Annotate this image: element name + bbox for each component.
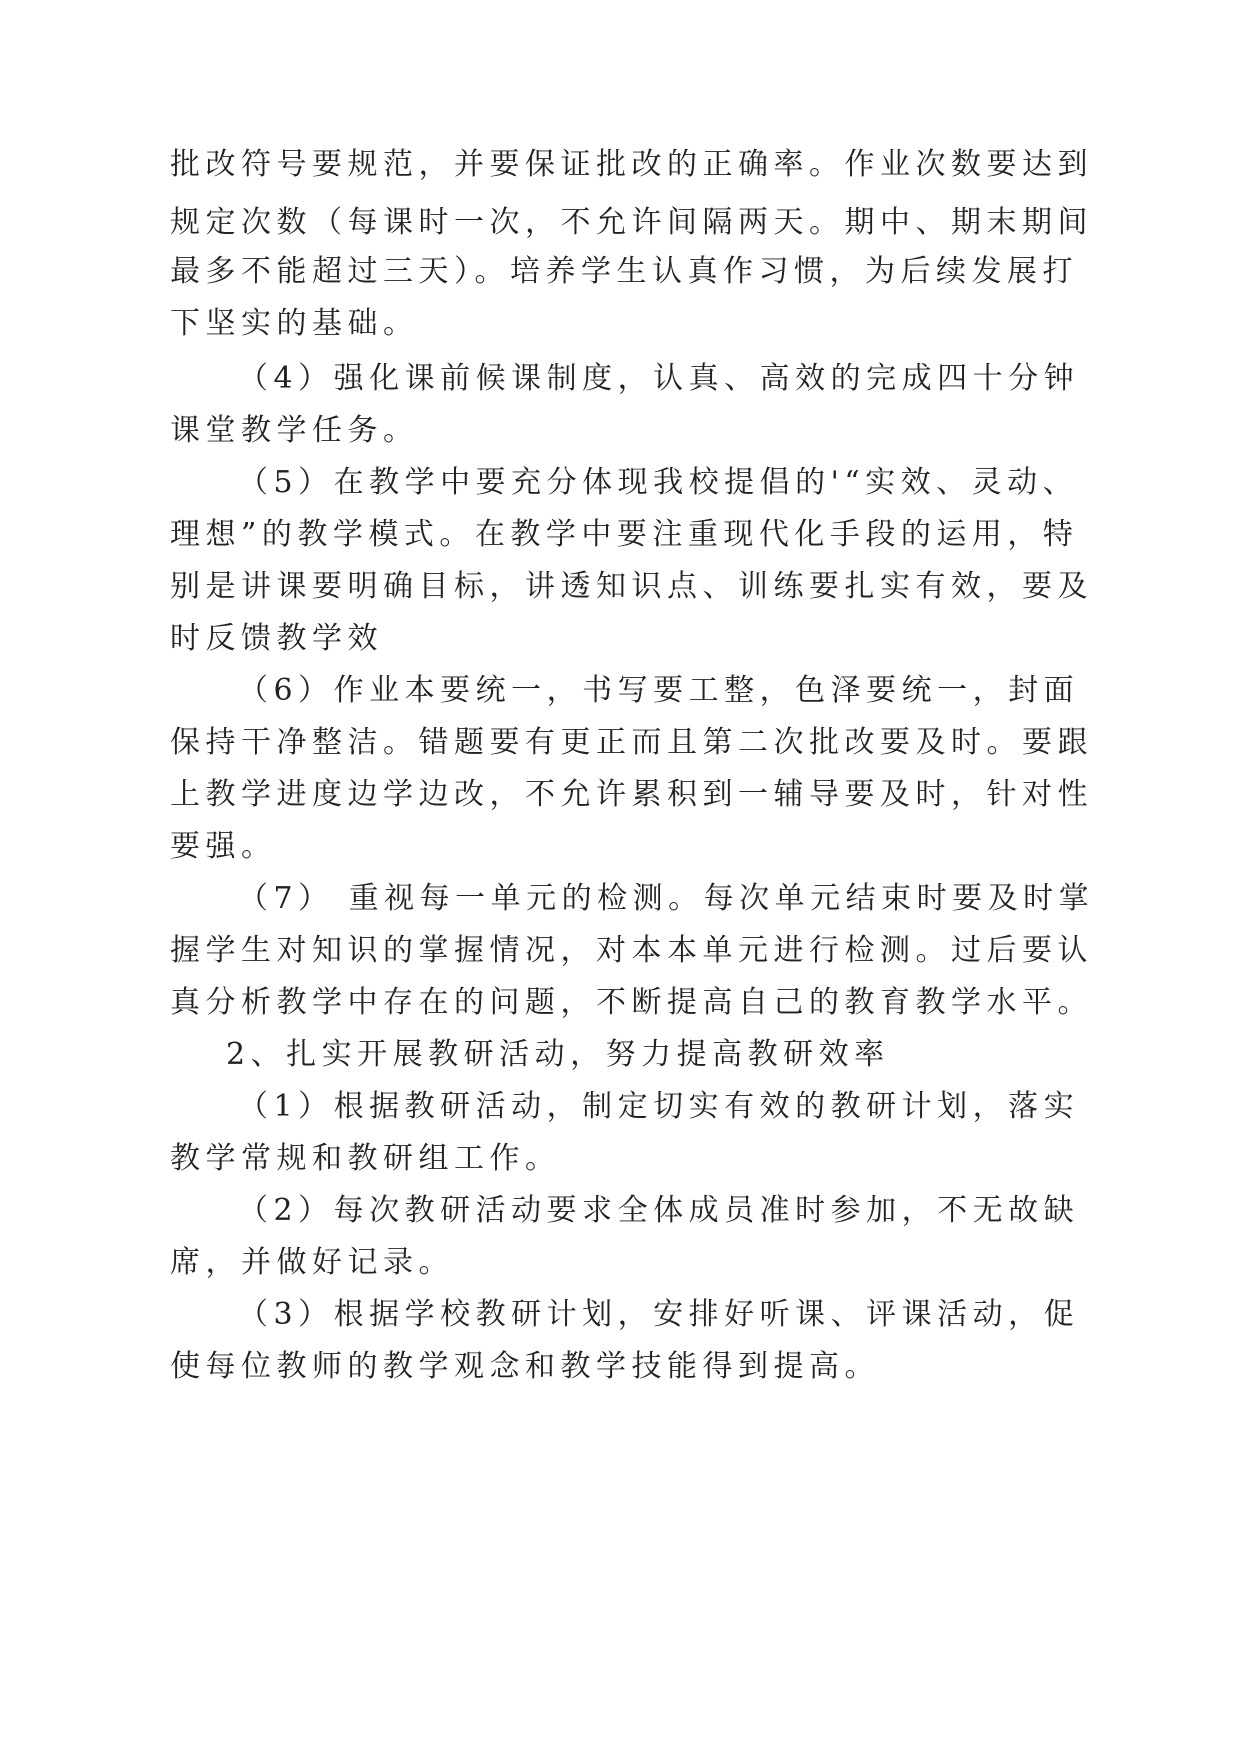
text-line: （1）根据教研活动，制定切实有效的教研计划，落实 (238, 1089, 1080, 1124)
section-heading: 2、扎实开展教研活动，努力提高教研效率 (226, 1037, 890, 1072)
text-line: （2）每次教研活动要求全体成员准时参加，不无故缺 (238, 1193, 1080, 1228)
text-line: 批改符号要规范，并要保证批改的正确率。作业次数要达到 (170, 147, 1093, 182)
text-line: 保持干净整洁。错题要有更正而且第二次批改要及时。要跟 (170, 725, 1093, 760)
text-line: 要强。 (170, 829, 277, 864)
text-line: 下坚实的基础。 (170, 306, 419, 341)
text-line: 席，并做好记录。 (170, 1245, 454, 1280)
text-line: 时反馈教学效 (170, 621, 383, 656)
text-line: 理想”的教学模式。在教学中要注重现代化手段的运用，特 (170, 517, 1079, 552)
text-line: （7） 重视每一单元的检测。每次单元结束时要及时掌 (238, 881, 1095, 916)
text-line: 使每位教师的教学观念和教学技能得到提高。 (170, 1349, 880, 1384)
text-line: （4）强化课前候课制度，认真、高效的完成四十分钟 (238, 361, 1080, 396)
text-line: 课堂教学任务。 (170, 413, 419, 448)
text-line: 最多不能超过三天）。培养学生认真作习惯，为后续发展打 (170, 254, 1078, 289)
text-line: 握学生对知识的掌握情况，对本本单元进行检测。过后要认 (170, 933, 1093, 968)
text-line: （6）作业本要统一，书写要工整，色泽要统一，封面 (238, 673, 1080, 708)
text-line: （3）根据学校教研计划，安排好听课、评课活动，促 (238, 1297, 1080, 1332)
text-line: 真分析教学中存在的问题，不断提高自己的教育教学水平。 (170, 985, 1093, 1020)
text-line: （5）在教学中要充分体现我校提倡的'“实效、灵动、 (238, 465, 1079, 500)
text-line: 教学常规和教研组工作。 (170, 1141, 561, 1176)
text-line: 别是讲课要明确目标，讲透知识点、训练要扎实有效，要及 (170, 569, 1093, 604)
text-line: 规定次数（每课时一次，不允许间隔两天。期中、期末期间 (170, 205, 1093, 240)
text-line: 上教学进度边学边改，不允许累积到一辅导要及时，针对性 (170, 777, 1093, 812)
